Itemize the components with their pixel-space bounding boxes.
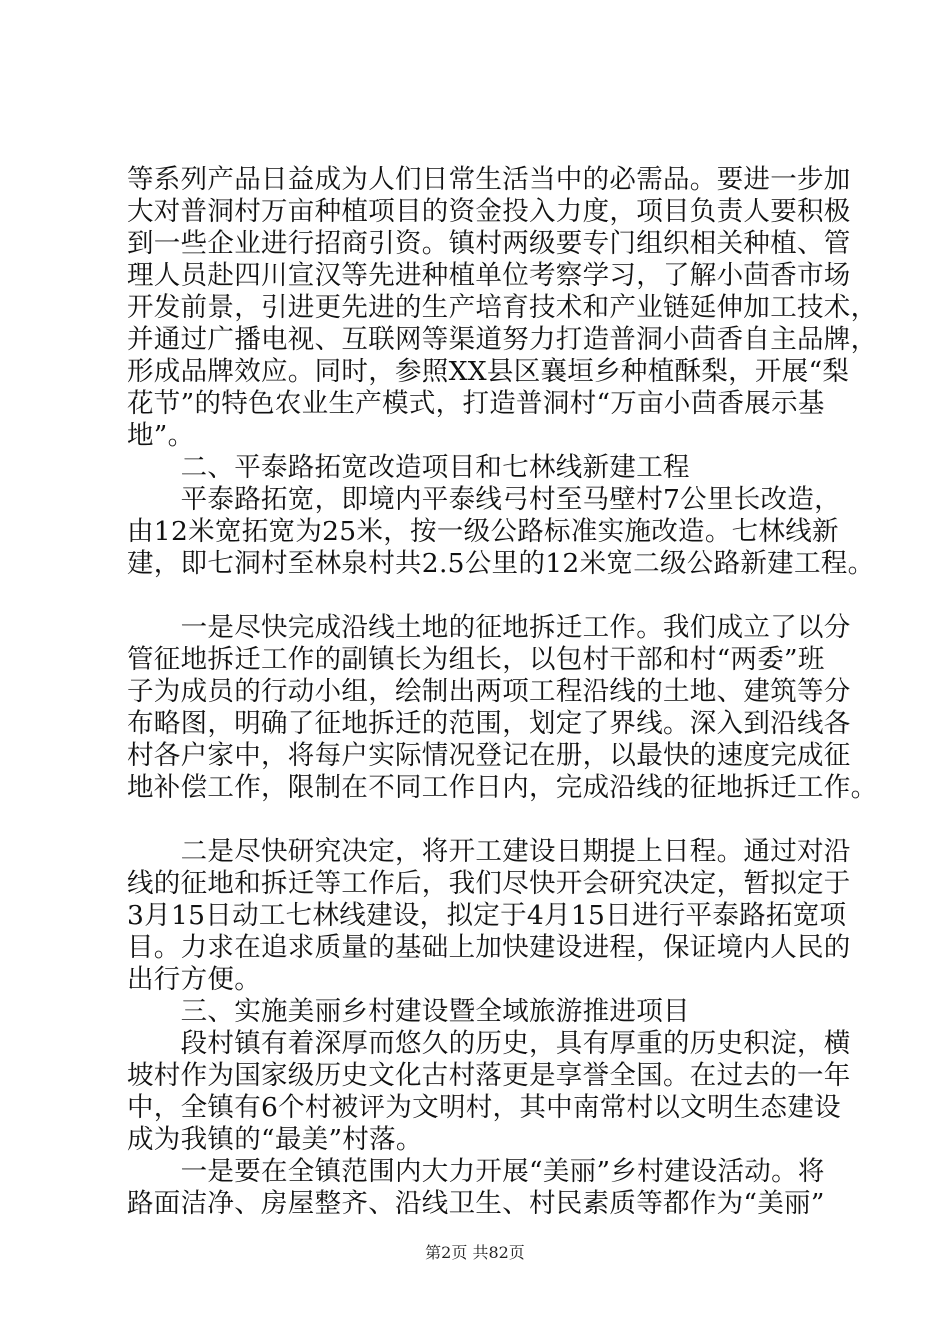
text-line: 管征地拆迁工作的副镇长为组长，以包村干部和村“两委”班 xyxy=(127,644,825,675)
text-line: 到一些企业进行招商引资。镇村两级要专门组织相关种植、管 xyxy=(127,228,851,259)
text-line: 线的征地和拆迁等工作后，我们尽快开会研究决定，暂拟定于 xyxy=(127,868,851,899)
text-line: 由12米宽拓宽为25米，按一级公路标准实施改造。七林线新 xyxy=(127,516,839,547)
text-line: 一是尽快完成沿线土地的征地拆迁工作。我们成立了以分 xyxy=(127,612,851,643)
section-heading: 二、平泰路拓宽改造项目和七林线新建工程 xyxy=(127,452,690,483)
text-line: 形成品牌效应。同时，参照XX县区襄垣乡种植酥梨，开展“梨 xyxy=(127,356,850,387)
section-heading: 三、实施美丽乡村建设暨全域旅游推进项目 xyxy=(127,996,690,1027)
text-line: 段村镇有着深厚而悠久的历史，具有厚重的历史积淀，横 xyxy=(127,1028,851,1059)
text-line: 3月15日动工七林线建设，拟定于4月15日进行平泰路拓宽项 xyxy=(127,900,847,931)
text-line: 等系列产品日益成为人们日常生活当中的必需品。要进一步加 xyxy=(127,164,851,195)
text-line: 开发前景，引进更先进的生产培育技术和产业链延伸加工技术， xyxy=(127,292,878,323)
body-text xyxy=(127,164,878,1220)
text-line: 布略图，明确了征地拆迁的范围，划定了界线。深入到沿线各 xyxy=(127,708,851,739)
text-line: 大对普洞村万亩种植项目的资金投入力度，项目负责人要积极 xyxy=(127,196,851,227)
text-line: 村各户家中，将每户实际情况登记在册，以最快的速度完成征 xyxy=(127,740,851,771)
text-line: 中，全镇有6个村被评为文明村，其中南常村以文明生态建设 xyxy=(127,1092,841,1123)
text-line: 地”。 xyxy=(127,420,195,451)
page-number: 第2页 共82页 xyxy=(425,1243,525,1262)
text-line: 目。力求在追求质量的基础上加快建设进程，保证境内人民的 xyxy=(127,932,851,963)
text-line: 路面洁净、房屋整齐、沿线卫生、村民素质等都作为“美丽” xyxy=(127,1188,825,1219)
text-line: 一是要在全镇范围内大力开展“美丽”乡村建设活动。将 xyxy=(127,1156,825,1187)
blank-line xyxy=(127,580,847,612)
text-line: 出行方便。 xyxy=(127,964,261,995)
text-line: 成为我镇的“最美”村落。 xyxy=(127,1124,423,1155)
text-line: 平泰路拓宽，即境内平泰线弓村至马壁村7公里长改造， xyxy=(127,484,841,515)
text-line: 坡村作为国家级历史文化古村落更是享誉全国。在过去的一年 xyxy=(127,1060,851,1091)
text-line: 地补偿工作，限制在不同工作日内，完成沿线的征地拆迁工作。 xyxy=(127,772,878,803)
text-line: 花节”的特色农业生产模式，打造普洞村“万亩小茴香展示基 xyxy=(127,388,825,419)
text-line: 建，即七洞村至林泉村共2.5公里的12米宽二级公路新建工程。 xyxy=(127,548,875,579)
text-line: 并通过广播电视、互联网等渠道努力打造普洞小茴香自主品牌， xyxy=(127,324,878,355)
text-line: 理人员赴四川宣汉等先进种植单位考察学习，了解小茴香市场 xyxy=(127,260,851,291)
text-line: 子为成员的行动小组，绘制出两项工程沿线的土地、建筑等分 xyxy=(127,676,851,707)
text-line: 二是尽快研究决定，将开工建设日期提上日程。通过对沿 xyxy=(127,836,851,867)
blank-line xyxy=(127,804,847,836)
